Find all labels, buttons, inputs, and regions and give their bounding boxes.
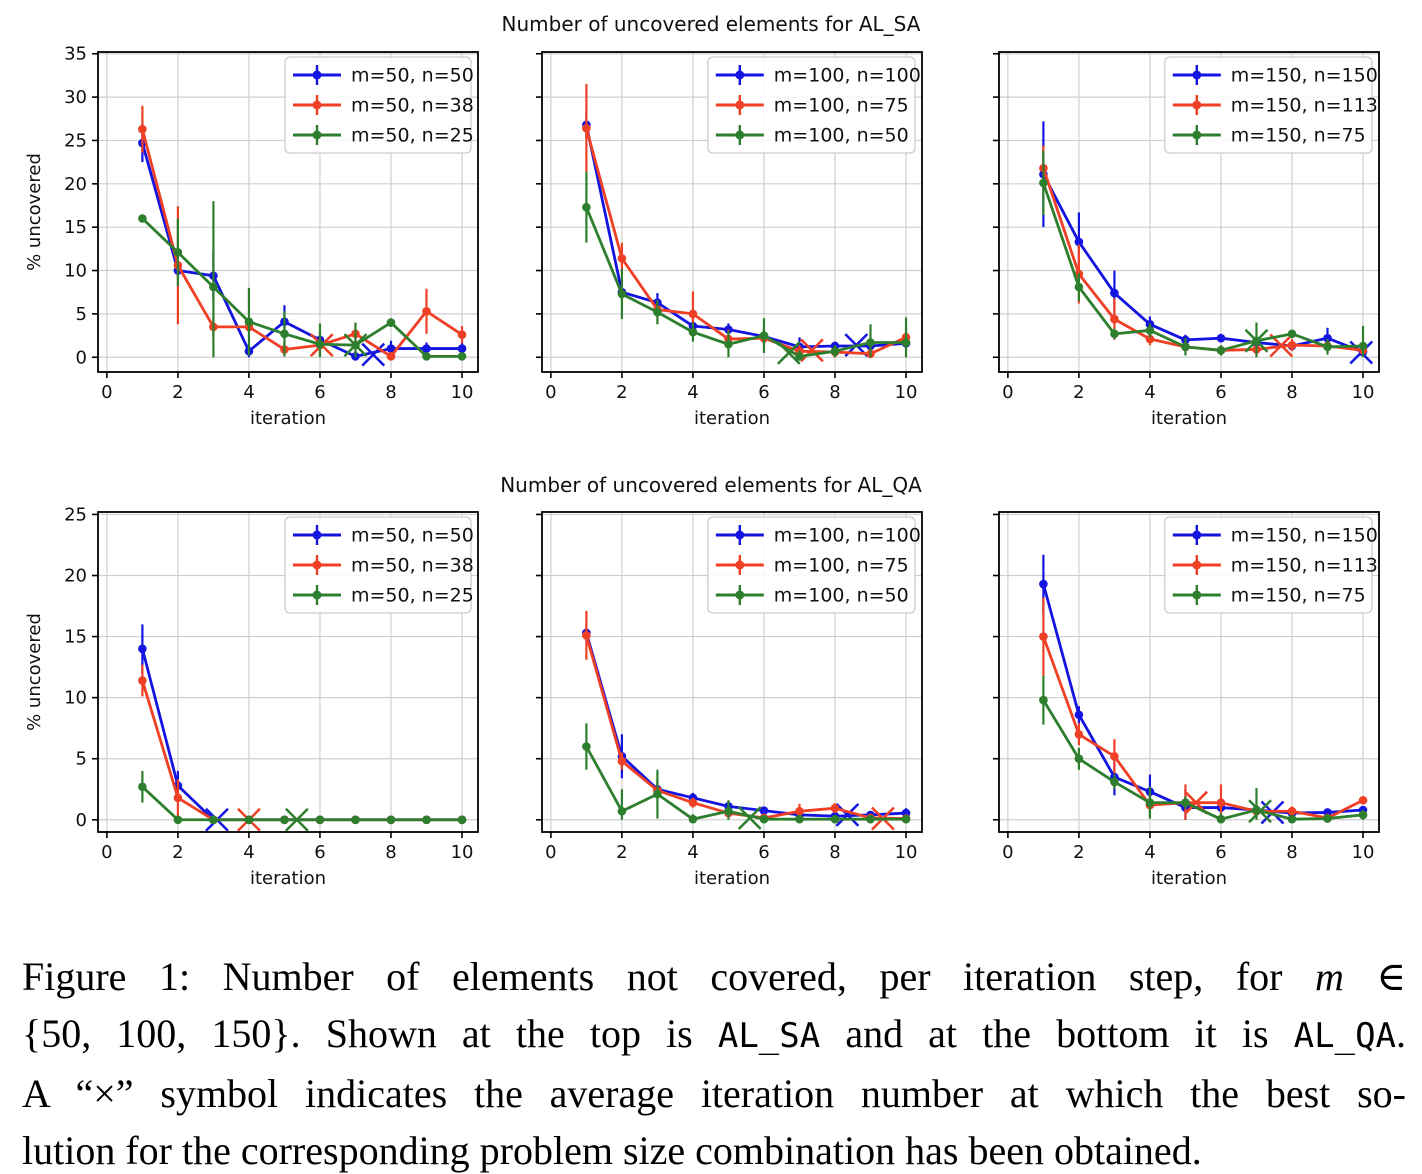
row-title-al-sa: Number of uncovered elements for AL_SA (501, 12, 921, 36)
figure-caption (22, 948, 1406, 1174)
legend (1165, 517, 1378, 613)
y-tick-label: 20 (64, 565, 87, 587)
legend-label: m=100, n=75 (773, 554, 909, 577)
series-m-100-n-75 (582, 611, 910, 830)
legend-label: m=100, n=50 (773, 584, 909, 607)
x-tick-label: 10 (894, 382, 918, 403)
x-tick-label: 0 (1002, 842, 1014, 863)
x-tick-label: 10 (450, 842, 474, 863)
x-tick-label: 2 (172, 842, 184, 863)
subplot-al-qa-m50 (3, 490, 483, 910)
caption-run: AL_SA (717, 1016, 821, 1056)
series-m-50-n-50 (138, 124, 466, 366)
x-tick-label: 6 (314, 842, 326, 863)
caption-run: and at the bottom it is (820, 1011, 1294, 1056)
x-tick-label: 10 (894, 842, 918, 863)
series-m-100-n-50 (582, 172, 910, 364)
series-m-50-n-38 (138, 665, 466, 831)
x-tick-label: 10 (450, 382, 474, 403)
y-tick-label: 20 (64, 173, 87, 195)
x-axis-label: iteration (1150, 868, 1228, 889)
x-tick-label: 10 (1351, 842, 1375, 863)
series-m-150-n-113 (1039, 146, 1367, 357)
x-tick-label: 8 (1286, 382, 1298, 403)
x-tick-label: 2 (616, 382, 628, 403)
legend-label: m=50, n=38 (351, 94, 474, 117)
series-m-50-n-50 (138, 624, 466, 830)
y-tick-label: 25 (64, 130, 87, 152)
series-m-100-n-100 (582, 624, 910, 826)
series-m-150-n-113 (1039, 597, 1367, 822)
x-tick-label: 10 (1351, 382, 1375, 403)
x-axis-label: iteration (1150, 408, 1228, 429)
x-tick-label: 6 (314, 382, 326, 403)
legend-label: m=50, n=38 (351, 554, 474, 577)
legend-label: m=100, n=100 (773, 524, 921, 547)
x-tick-label: 6 (758, 382, 770, 403)
caption-run: AL_QA (1293, 1016, 1397, 1056)
legend (285, 57, 474, 153)
x-tick-label: 4 (1144, 382, 1156, 403)
caption-run: m (1314, 954, 1344, 999)
y-tick-label: 15 (64, 626, 87, 648)
x-tick-label: 2 (172, 382, 184, 403)
caption-line-1 (22, 948, 1406, 1005)
caption-run: A “×” symbol indicates the average iteration number at which the best so- (22, 1071, 1406, 1116)
legend (708, 517, 921, 613)
legend-label: m=50, n=50 (351, 64, 474, 87)
legend-label: m=100, n=100 (773, 64, 921, 87)
series-m-150-n-150 (1039, 121, 1372, 363)
y-tick-label: 30 (64, 87, 87, 109)
caption-line-2 (22, 1005, 1406, 1065)
x-tick-label: 6 (1215, 382, 1227, 403)
y-tick-label: 5 (75, 748, 87, 770)
caption-run: lution for the corresponding problem size combination has been obtained. (22, 1128, 1202, 1173)
x-tick-label: 4 (687, 382, 699, 403)
caption-run: Figure 1: Number of elements not covered, per iteration step, for (22, 954, 1315, 999)
x-tick-label: 2 (1073, 842, 1085, 863)
y-tick-label: 5 (75, 303, 87, 325)
x-tick-label: 0 (101, 382, 113, 403)
legend (285, 517, 474, 613)
legend-label: m=150, n=75 (1230, 584, 1366, 607)
x-tick-label: 0 (1002, 382, 1014, 403)
y-tick-label: 10 (64, 260, 87, 282)
legend-label: m=50, n=25 (351, 584, 474, 607)
y-axis-label: % uncovered (24, 613, 45, 731)
x-tick-label: 4 (243, 382, 255, 403)
y-tick-label: 35 (64, 43, 87, 65)
legend-label: m=150, n=150 (1230, 64, 1378, 87)
x-tick-label: 8 (829, 382, 841, 403)
series-m-50-n-25 (138, 771, 466, 831)
legend-label: m=50, n=25 (351, 124, 474, 147)
y-axis-label: % uncovered (24, 153, 45, 271)
x-tick-label: 6 (1215, 842, 1227, 863)
x-tick-label: 2 (616, 842, 628, 863)
caption-run: ∈ (1343, 954, 1407, 999)
x-tick-label: 4 (687, 842, 699, 863)
x-tick-label: 0 (545, 842, 557, 863)
caption-line-4 (22, 1122, 1406, 1174)
x-tick-label: 4 (243, 842, 255, 863)
series-m-100-n-50 (582, 723, 910, 829)
legend-label: m=150, n=113 (1230, 554, 1378, 577)
x-tick-label: 0 (545, 382, 557, 403)
x-tick-label: 8 (385, 382, 397, 403)
y-tick-label: 25 (64, 504, 87, 526)
subplot-al-qa-m100 (447, 490, 927, 910)
caption-run: {50, 100, 150}. Shown at the top is (22, 1011, 718, 1056)
legend (708, 57, 921, 153)
x-tick-label: 8 (1286, 842, 1298, 863)
legend-label: m=100, n=50 (773, 124, 909, 147)
x-axis-label: iteration (693, 408, 771, 429)
x-tick-label: 8 (829, 842, 841, 863)
subplot-al-qa-m150 (904, 490, 1384, 910)
legend (1165, 57, 1378, 153)
y-tick-label: 0 (75, 809, 87, 831)
x-axis-label: iteration (249, 868, 327, 889)
legend-label: m=50, n=50 (351, 524, 474, 547)
caption-line-3 (22, 1065, 1406, 1122)
subplot-al-sa-m50 (3, 30, 483, 450)
y-tick-label: 0 (75, 347, 87, 369)
x-tick-label: 4 (1144, 842, 1156, 863)
x-axis-label: iteration (693, 868, 771, 889)
legend-label: m=150, n=150 (1230, 524, 1378, 547)
x-tick-label: 0 (101, 842, 113, 863)
x-tick-label: 6 (758, 842, 770, 863)
row-title-al-qa: Number of uncovered elements for AL_QA (500, 473, 922, 497)
legend-label: m=150, n=75 (1230, 124, 1366, 147)
legend-label: m=100, n=75 (773, 94, 909, 117)
y-tick-label: 15 (64, 217, 87, 239)
x-tick-label: 2 (1073, 382, 1085, 403)
legend-label: m=150, n=113 (1230, 94, 1378, 117)
y-tick-label: 10 (64, 687, 87, 709)
subplot-al-sa-m100 (447, 30, 927, 450)
x-axis-label: iteration (249, 408, 327, 429)
subplot-al-sa-m150 (904, 30, 1384, 450)
x-tick-label: 8 (385, 842, 397, 863)
caption-run: . (1396, 1011, 1407, 1056)
